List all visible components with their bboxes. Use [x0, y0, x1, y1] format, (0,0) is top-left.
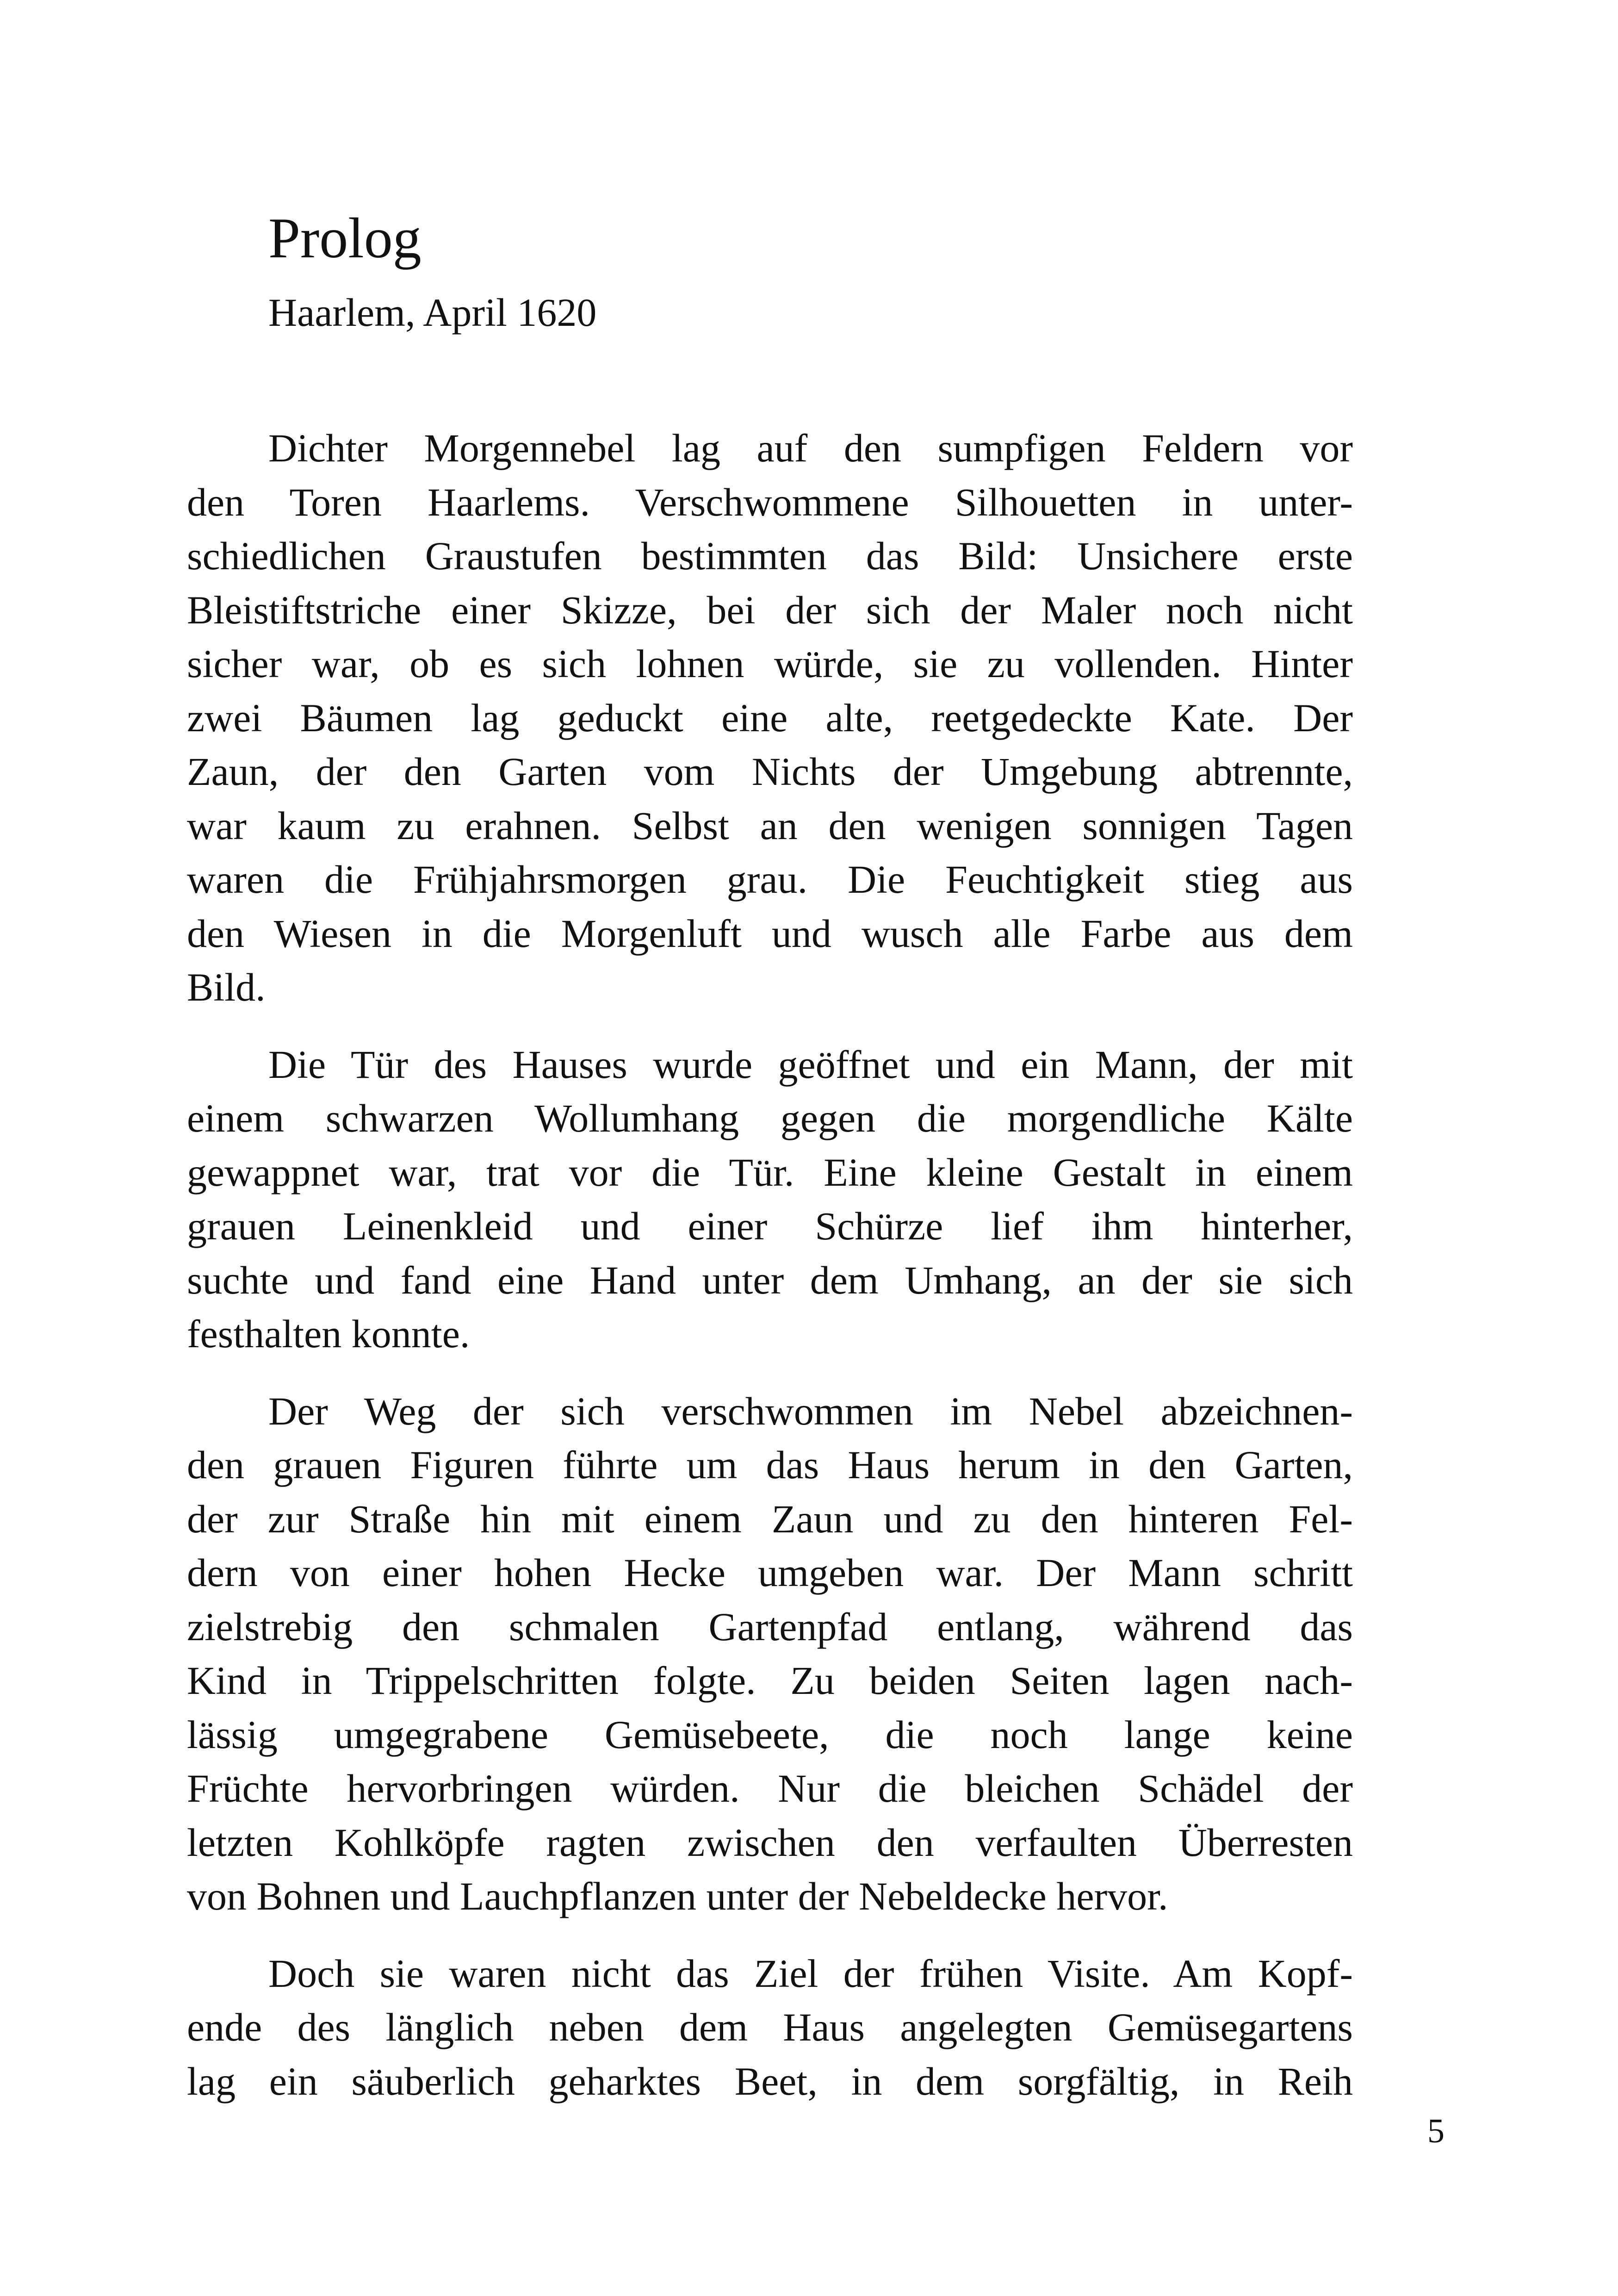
text-line: Kind in Trippelschritten folgte. Zu beiden Seiten lagen nach- — [187, 1658, 1353, 1703]
paragraph — [187, 421, 1353, 1014]
chapter-subtitle: Haarlem, April 1620 — [268, 290, 597, 335]
text-line: Bild. — [187, 965, 266, 1009]
text-line: ende des länglich neben dem Haus angelegten Gemüsegartens — [187, 2005, 1353, 2049]
text-line: den Wiesen in die Morgenluft und wusch alle Farbe aus dem — [187, 911, 1353, 956]
text-line: sicher war, ob es sich lohnen würde, sie zu vollenden. Hinter — [187, 641, 1353, 686]
paragraph — [187, 1384, 1353, 1923]
text-line: Früchte hervorbringen würden. Nur die bleichen Schädel der — [187, 1766, 1353, 1811]
chapter-title: Prolog — [268, 206, 422, 270]
text-line: den Toren Haarlems. Verschwommene Silhouetten in unter- — [187, 479, 1353, 524]
text-line: schiedlichen Graustufen bestimmten das Bild: Unsichere erste — [187, 534, 1353, 578]
paragraph — [187, 1947, 1353, 2109]
text-line: Dichter Morgennebel lag auf den sumpfigen Feldern vor — [268, 426, 1353, 470]
text-line: Doch sie waren nicht das Ziel der frühen Visite. Am Kopf- — [268, 1951, 1353, 1996]
text-line: suchte und fand eine Hand unter dem Umhang, an der sie sich — [187, 1257, 1353, 1302]
text-line: zwei Bäumen lag geduckt eine alte, reetgedeckte Kate. Der — [187, 695, 1353, 740]
body-text — [187, 421, 1353, 2131]
text-line: dern von einer hohen Hecke umgeben war. Der Mann schritt — [187, 1550, 1353, 1595]
text-line: grauen Leinenkleid und einer Schürze lief ihm hinterher, — [187, 1204, 1353, 1248]
text-line: Der Weg der sich verschwommen im Nebel abzeichnen- — [268, 1388, 1353, 1433]
text-line: letzten Kohlköpfe ragten zwischen den verfaulten Überresten — [187, 1820, 1353, 1865]
text-line: war kaum zu erahnen. Selbst an den wenigen sonnigen Tagen — [187, 803, 1353, 848]
text-line: einem schwarzen Wollumhang gegen die morgendliche Kälte — [187, 1096, 1353, 1140]
paragraph — [187, 1038, 1353, 1361]
text-line: lässig umgegrabene Gemüsebeete, die noch lange keine — [187, 1712, 1353, 1757]
text-line: der zur Straße hin mit einem Zaun und zu den hinteren Fel- — [187, 1496, 1353, 1541]
page-number: 5 — [1427, 2112, 1444, 2150]
text-line: festhalten konnte. — [187, 1312, 470, 1356]
text-line: gewappnet war, trat vor die Tür. Eine kleine Gestalt in einem — [187, 1150, 1353, 1195]
text-line: den grauen Figuren führte um das Haus herum in den Garten, — [187, 1443, 1353, 1487]
text-line: Bleistiftstriche einer Skizze, bei der sich der Maler noch nicht — [187, 587, 1353, 632]
text-line: lag ein säuberlich geharktes Beet, in dem sorgfältig, in Reih — [187, 2059, 1353, 2103]
text-line: Die Tür des Hauses wurde geöffnet und ein Mann, der mit — [268, 1042, 1353, 1087]
text-line: Zaun, der den Garten vom Nichts der Umgebung abtrennte, — [187, 749, 1353, 794]
text-line: zielstrebig den schmalen Gartenpfad entlang, während das — [187, 1604, 1353, 1649]
text-line: waren die Frühjahrsmorgen grau. Die Feuchtigkeit stieg aus — [187, 857, 1353, 902]
text-line: von Bohnen und Lauchpflanzen unter der Nebeldecke hervor. — [187, 1874, 1168, 1918]
